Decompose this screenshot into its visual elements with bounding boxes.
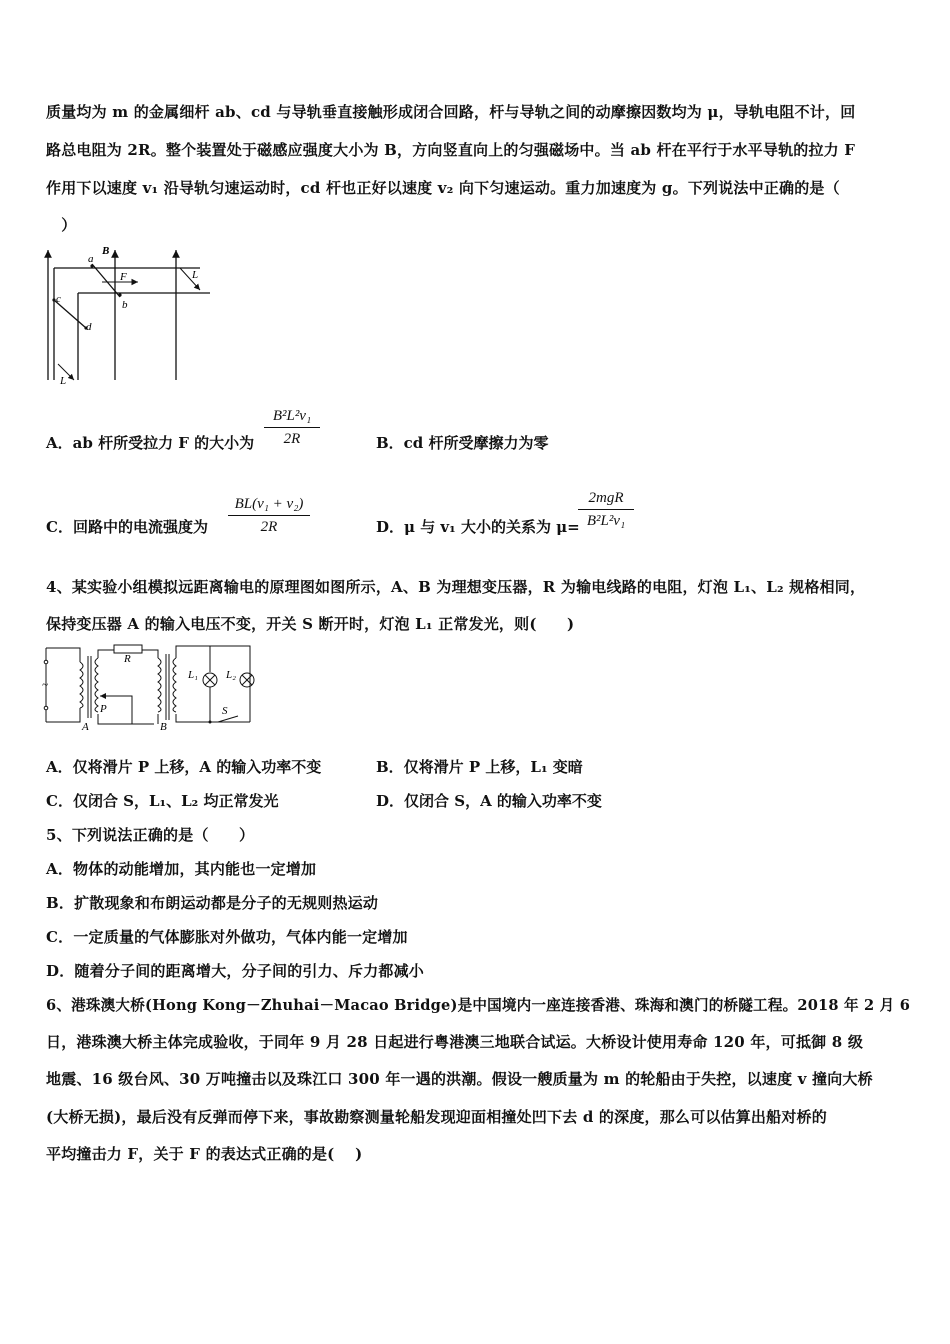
transformer-circuit-figure <box>42 642 257 730</box>
q6-line-1: 6、港珠澳大桥(Hong Kong－Zhuhai－Macao Bridge)是中国境内一座连接香港、珠海和澳门的桥隧工程。2018 年 2 月 6 <box>46 996 911 1014</box>
q4-line-2: 保持变压器 A 的输入电压不变，开关 S 断开时，灯泡 L₁ 正常发光，则( ) <box>46 615 575 633</box>
label-L-top: L <box>192 269 199 281</box>
q3-option-d: D．μ 与 v₁ 大小的关系为 μ= <box>376 518 580 536</box>
label-b: b <box>122 299 128 311</box>
q5-option-b: B．扩散现象和布朗运动都是分子的无规则热运动 <box>46 894 379 912</box>
q3-line-2: 路总电阻为 2R。整个装置处于磁感应强度大小为 B，方向竖直向上的匀强磁场中。当 ab 杆在平行于水平导轨的拉力 F <box>46 141 856 159</box>
q3-option-c-fraction <box>228 494 310 537</box>
rails-figure <box>40 240 220 390</box>
q5-option-a: A．物体的动能增加，其内能也一定增加 <box>46 860 317 878</box>
q4-option-a: A．仅将滑片 P 上移，A 的输入功率不变 <box>46 758 322 776</box>
q3-option-a-numerator: B²L²v₁ <box>272 408 312 424</box>
q3-line-1: 质量均为 m 的金属细杆 ab、cd 与导轨垂直接触形成闭合回路，杆与导轨之间的动摩擦因数均为 μ，导轨电阻不计，回 <box>46 103 856 121</box>
label-field-B: B <box>102 245 110 257</box>
q3-line-3: 作用下以速度 v₁ 沿导轨匀速运动时，cd 杆也正好以速度 v₂ 向下匀速运动。重力加速度为 g。下列说法中正确的是（ <box>46 179 840 197</box>
label-c: c <box>56 293 61 305</box>
label-transformer-B: B <box>160 721 167 730</box>
q5-option-d: D．随着分子间的距离增大，分子间的引力、斥力都减小 <box>46 962 425 980</box>
label-F: F <box>120 271 127 283</box>
q5-stem: 5、下列说法正确的是（ ） <box>46 826 255 844</box>
q3-option-b: B．cd 杆所受摩擦力为零 <box>376 434 549 452</box>
q6-line-4: (大桥无损)，最后没有反弹而停下来，事故勘察测量轮船发现迎面相撞处凹下去 d 的深度，那么可以估算出船对桥的 <box>46 1108 827 1126</box>
label-ac-source: ~ <box>42 679 48 691</box>
label-d: d <box>86 321 92 333</box>
q3-option-d-fraction <box>578 488 634 531</box>
label-L2: L₂ <box>226 669 236 681</box>
q3-option-a-fraction <box>264 406 320 449</box>
label-L1: L₁ <box>188 669 198 681</box>
q3-option-c-numerator: BL(v₁ + v₂) <box>234 496 304 512</box>
q3-line-4: ） <box>46 216 77 234</box>
q3-option-d-numerator: 2mgR <box>588 490 624 506</box>
label-P: P <box>100 703 107 715</box>
q3-option-c-denominator: 2R <box>260 519 278 535</box>
q4-option-b: B．仅将滑片 P 上移，L₁ 变暗 <box>376 758 583 776</box>
q6-line-5: 平均撞击力 F，关于 F 的表达式正确的是( ) <box>46 1145 363 1163</box>
label-S: S <box>222 705 228 717</box>
q3-option-d-denominator: B²L²v₁ <box>586 513 626 529</box>
q4-option-d: D．仅闭合 S，A 的输入功率不变 <box>376 792 602 810</box>
q6-line-2: 日，港珠澳大桥主体完成验收，于同年 9 月 28 日起进行粤港澳三地联合试运。大桥设计使用寿命 120 年，可抵御 8 级 <box>46 1033 864 1051</box>
q5-option-c: C．一定质量的气体膨胀对外做功，气体内能一定增加 <box>46 928 408 946</box>
q3-option-c: C．回路中的电流强度为 <box>46 518 208 536</box>
q4-line-1: 4、某实验小组模拟远距离输电的原理图如图所示，A、B 为理想变压器，R 为输电线路的电阻，灯泡 L₁、L₂ 规格相同， <box>46 578 866 596</box>
label-L-bottom: L <box>60 375 67 387</box>
q3-option-a: A．ab 杆所受拉力 F 的大小为 <box>46 434 255 452</box>
label-a: a <box>88 253 94 265</box>
label-transformer-A: A <box>82 721 89 730</box>
q4-option-c: C．仅闭合 S，L₁、L₂ 均正常发光 <box>46 792 279 810</box>
label-R: R <box>124 653 131 665</box>
q3-option-a-denominator: 2R <box>283 431 301 447</box>
q6-line-3: 地震、16 级台风、30 万吨撞击以及珠江口 300 年一遇的洪潮。假设一艘质量为 m 的轮船由于失控，以速度 v 撞向大桥 <box>46 1070 873 1088</box>
